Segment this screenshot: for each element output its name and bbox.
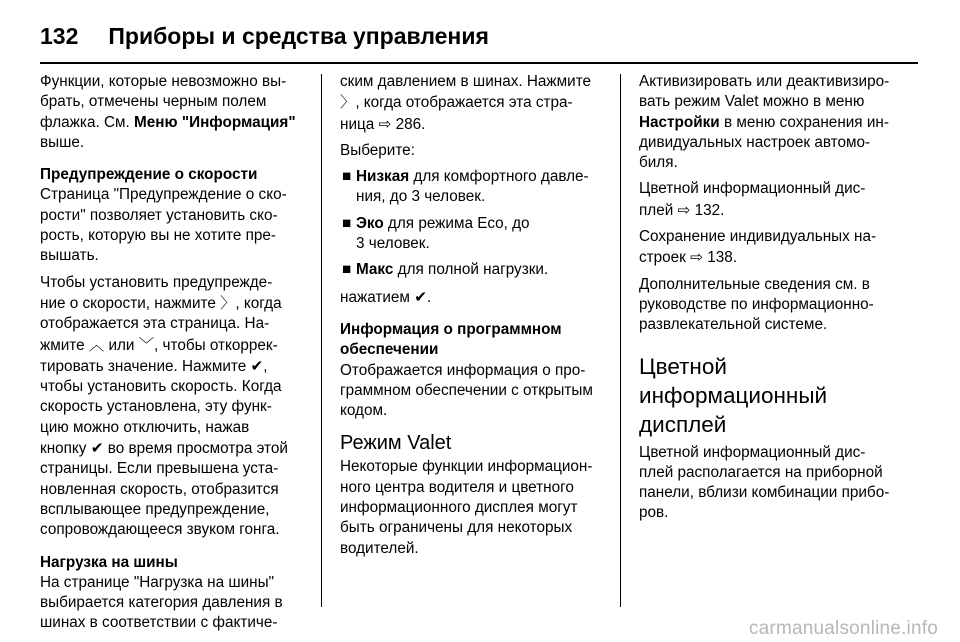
paragraph: Некоторые функции информацион- ного центра водителя и цветного информационного дисплея могут быть ограничены для некоторых водителей. xyxy=(340,458,593,557)
page-reference-icon: ⇨ xyxy=(677,200,691,219)
column-divider xyxy=(620,74,621,607)
paragraph: Отображается информация о про- граммном обеспечении с открытым кодом. xyxy=(340,361,593,420)
checkmark-icon: ✔ xyxy=(414,287,428,306)
page-title: Приборы и средства управления xyxy=(108,22,489,49)
paragraph: ским давлением в шинах. Нажмите 〉, когда отображается эта стра- ница ⇨ 286. xyxy=(340,73,592,133)
paragraph: Цветной информационный дис- плей располагается на приборной панели, вблизи комбинации прибо- ров. xyxy=(639,443,890,522)
section-heading: Информация о программном обеспечении xyxy=(340,320,562,359)
page-number: 132 xyxy=(40,22,79,49)
chevron-up-icon: ︿ xyxy=(88,335,105,354)
list-item: ■ Макс для полной нагрузки. xyxy=(342,261,549,279)
chevron-right-icon: 〉 xyxy=(340,93,356,112)
list-item: ■ Эко для режима Eco, до 3 человек. xyxy=(342,214,530,253)
list-item: ■ Низкая для комфортного давле- ния, до 3 человек. xyxy=(342,168,589,206)
paragraph: Цветной информационный дис- плей ⇨ 132. xyxy=(639,180,866,219)
column-2 xyxy=(340,72,606,565)
watermark: carmanualsonline.info xyxy=(748,618,938,639)
section-heading: Предупреждение о скорости xyxy=(40,166,258,184)
paragraph: Сохранение индивидуальных на- строек ⇨ 138. xyxy=(639,228,877,267)
header-rule xyxy=(40,62,918,64)
column-divider xyxy=(321,74,322,607)
select-label: Выберите: xyxy=(340,141,415,159)
chevron-right-icon: 〉 xyxy=(220,293,236,312)
paragraph: На странице "Нагрузка на шины" выбирается категория давления в шинах в соответствии с фактиче- xyxy=(40,573,283,632)
checkmark-icon: ✔ xyxy=(250,356,264,375)
page-header xyxy=(40,14,920,58)
menu-reference: Меню "Информация" xyxy=(134,113,296,131)
paragraph: Страница "Предупреждение о ско- рости" позволяет установить ско- рость, которую вы не хотите пре- вышать. xyxy=(40,186,287,265)
paragraph: Активизировать или деактивизиро- вать режим Valet можно в меню Настройки в меню сохранения ин- дивидуальных настроек автомо- биля. xyxy=(639,73,890,172)
section-heading: Режим Valet xyxy=(340,432,452,455)
paragraph: нажатием ✔. xyxy=(340,287,432,306)
menu-reference: Настройки xyxy=(639,113,720,131)
paragraph: Чтобы установить предупрежде- ние о скорости, нажмите 〉, когда отображается эта страница. На- жмите ︿ или ﹀, чтобы откоррек- тировать значение. Нажмите ✔, чтобы установить скорость. Когда скорость установлена, эту функ- цию можно отключить, нажав кнопку ✔ во время просмотра этой страницы. Если превышена уста- новленная скорость, отобразится всплывающее предупреждение, сопровождающееся звуком гонга. xyxy=(40,273,288,539)
page-reference-icon: ⇨ xyxy=(378,114,392,133)
chevron-down-icon: ﹀ xyxy=(138,335,155,354)
page-reference-icon: ⇨ xyxy=(690,248,703,267)
section-heading: Нагрузка на шины xyxy=(40,553,178,571)
paragraph: Дополнительные сведения см. в руководстве по информационно- развлекательной системе. xyxy=(639,275,874,334)
column-1 xyxy=(40,72,306,640)
checkmark-icon: ✔ xyxy=(90,439,104,458)
chapter-heading: Цветной информационный дисплей xyxy=(639,353,828,437)
column-3 xyxy=(639,72,905,530)
paragraph: Функции, которые невозможно вы- брать, отмечены черным полем флажка. См. Меню "Информация" выше. xyxy=(40,73,296,151)
